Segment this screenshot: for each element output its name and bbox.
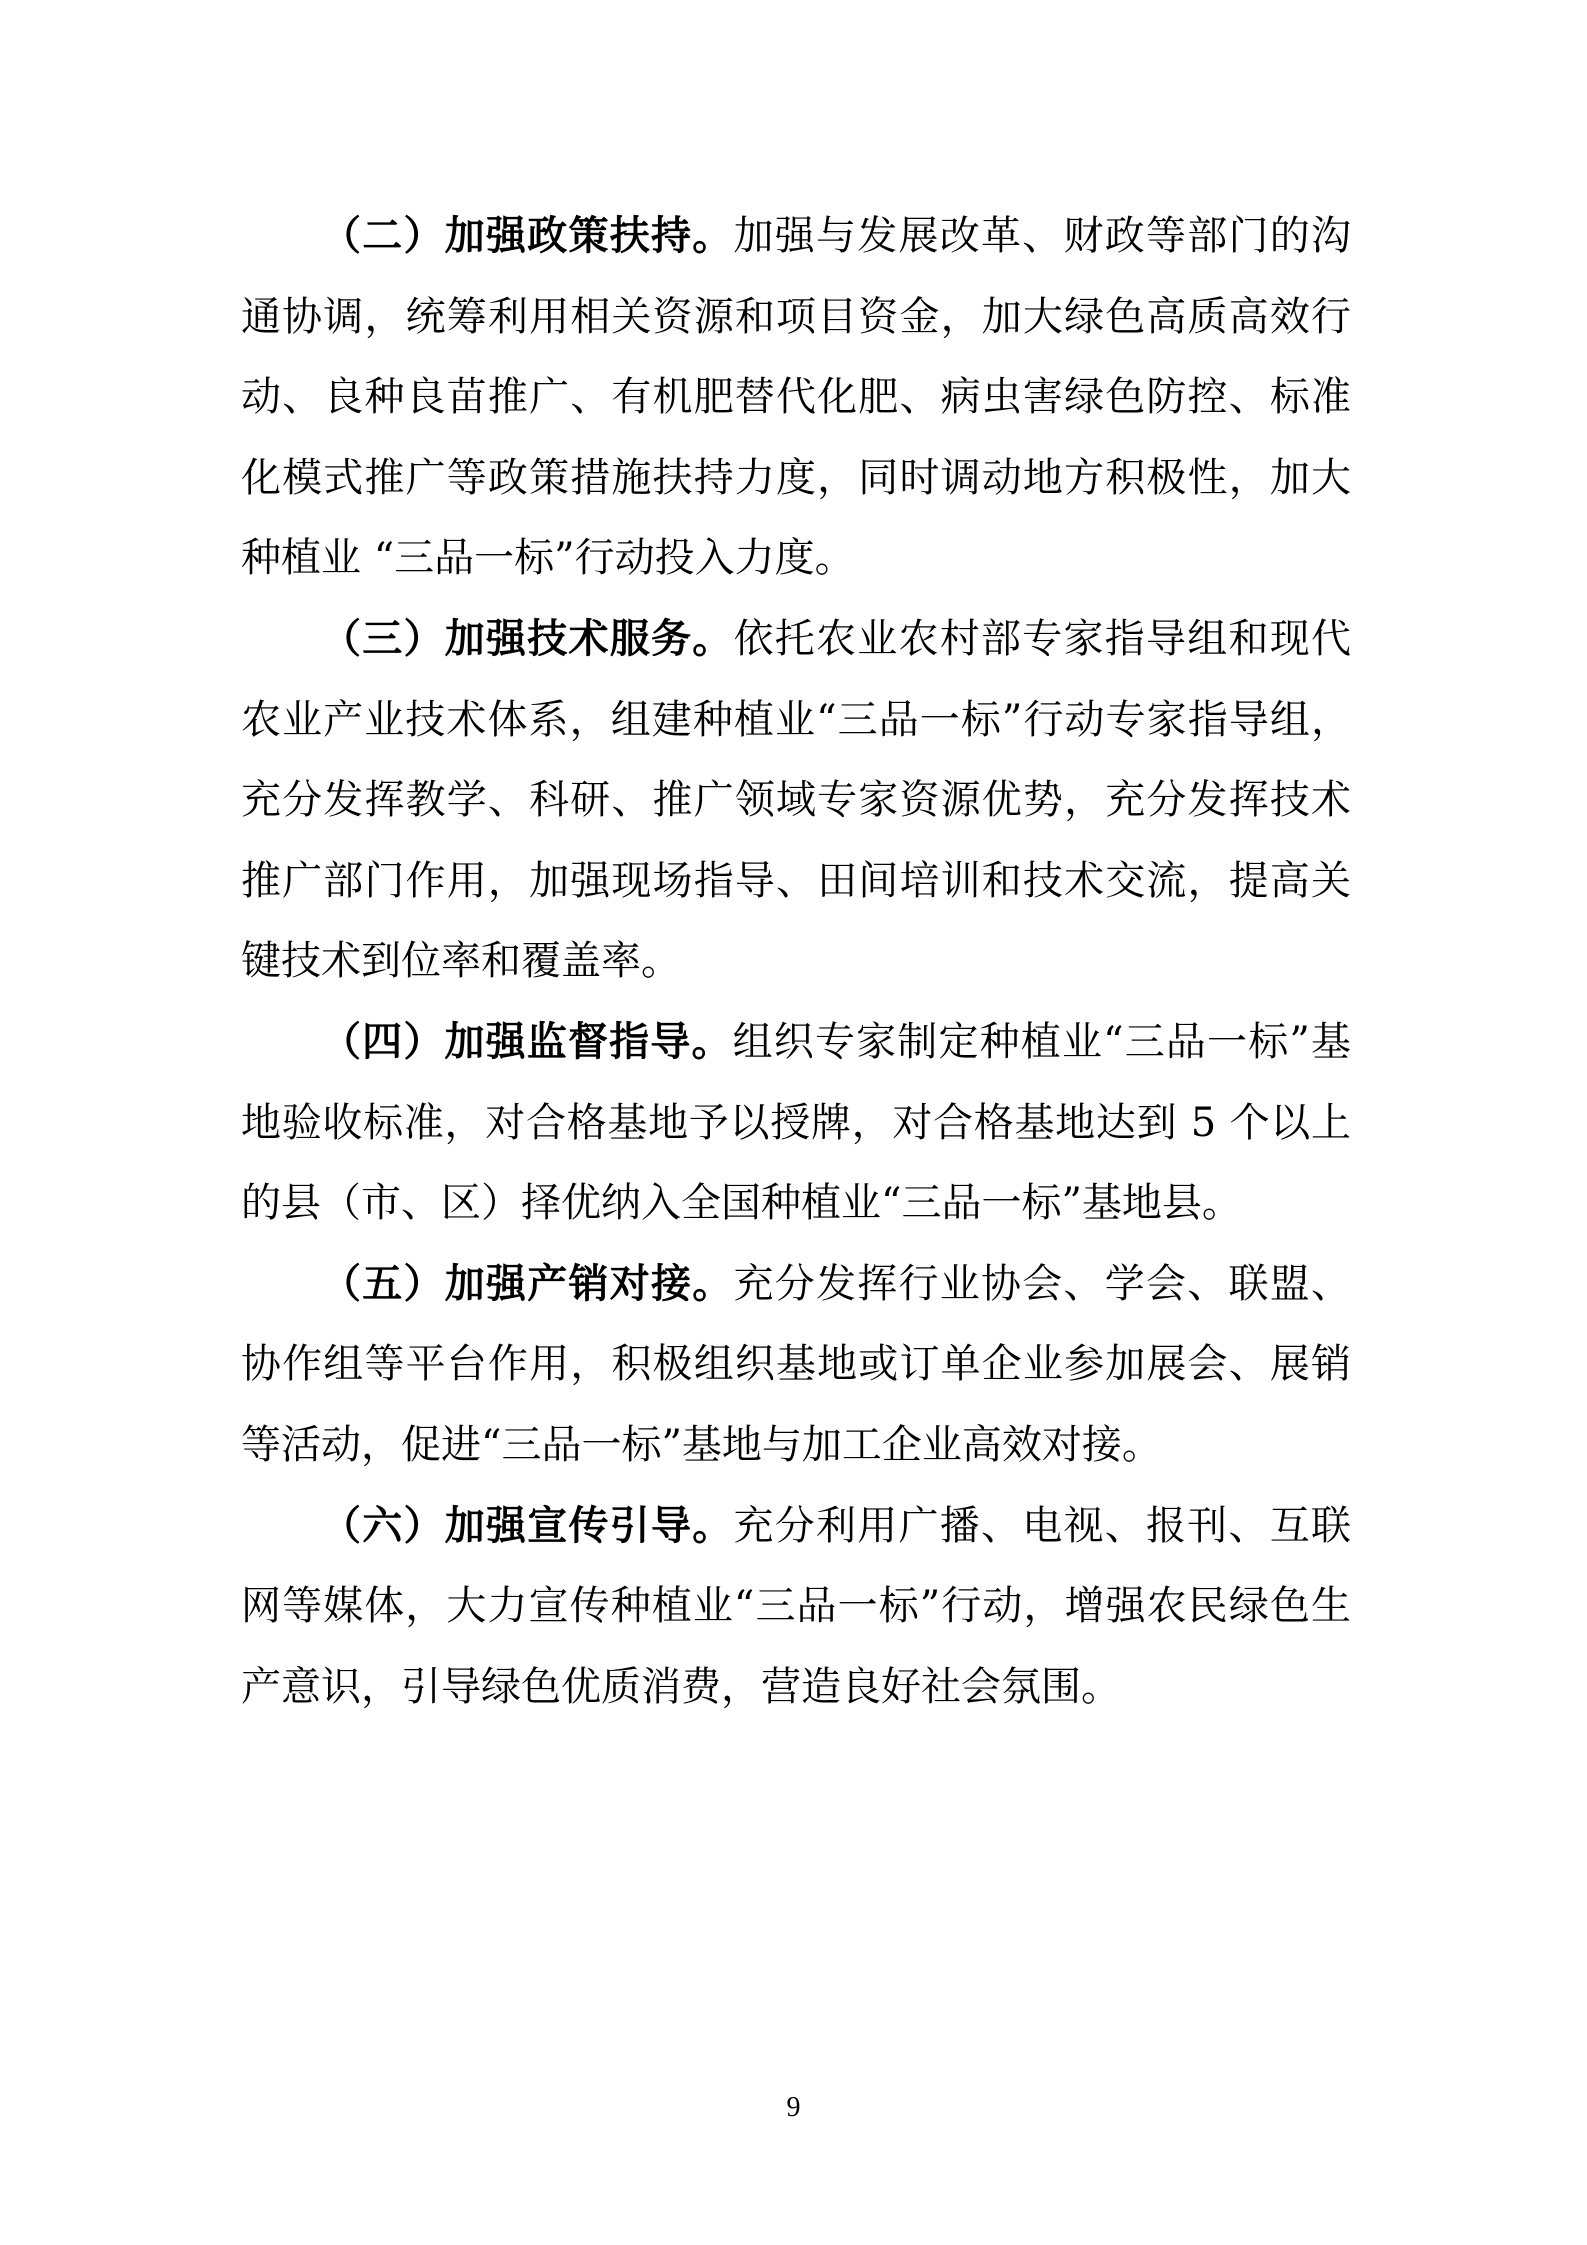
paragraph-supervision bbox=[241, 1002, 1351, 1244]
paragraph-text: 依托农业农村部专家指导组和现代农业产业技术体系，组建种植业“三品一标”行动专家指导组，充分发挥教学、科研、推广领域专家资源优势，充分发挥技术推广部门作用，加强现场指导、田间培训和技术交流，提高关键技术到位率和覆盖率。 bbox=[241, 615, 1351, 985]
paragraph-heading: （四）加强监督指导。 bbox=[321, 1017, 733, 1065]
paragraph-production-marketing bbox=[241, 1244, 1351, 1486]
paragraph-text: 充分发挥行业协会、学会、联盟、协作组等平台作用，积极组织基地或订单企业参加展会、展销等活动，促进“三品一标”基地与加工企业高效对接。 bbox=[241, 1260, 1351, 1468]
paragraph-heading: （二）加强政策扶持。 bbox=[321, 212, 734, 259]
paragraph-policy-support bbox=[241, 196, 1351, 599]
document-body bbox=[241, 196, 1351, 1727]
paragraph-text: 组织专家制定种植业“三品一标”基地验收标准，对合格基地予以授牌，对合格基地达到 5 个以上的县（市、区）择优纳入全国种植业“三品一标”基地县。 bbox=[241, 1018, 1351, 1227]
paragraph-heading: （三）加强技术服务。 bbox=[321, 614, 734, 662]
paragraph-text: 充分利用广播、电视、报刊、互联网等媒体，大力宣传种植业“三品一标”行动，增强农民绿色生产意识，引导绿色优质消费，营造良好社会氛围。 bbox=[241, 1502, 1351, 1710]
paragraph-publicity bbox=[241, 1486, 1351, 1728]
paragraph-text: 加强与发展改革、财政等部门的沟通协调，统筹利用相关资源和项目资金，加大绿色高质高效行动、良种良苗推广、有机肥替代化肥、病虫害绿色防控、标准化模式推广等政策措施扶持力度，同时调动地方积极性，加大种植业 “三品一标”行动投入力度。 bbox=[241, 213, 1351, 582]
page-number: 9 bbox=[786, 2092, 801, 2123]
paragraph-heading: （五）加强产销对接。 bbox=[321, 1259, 734, 1307]
paragraph-technical-service bbox=[241, 599, 1351, 1002]
paragraph-heading: （六）加强宣传引导。 bbox=[321, 1501, 734, 1549]
